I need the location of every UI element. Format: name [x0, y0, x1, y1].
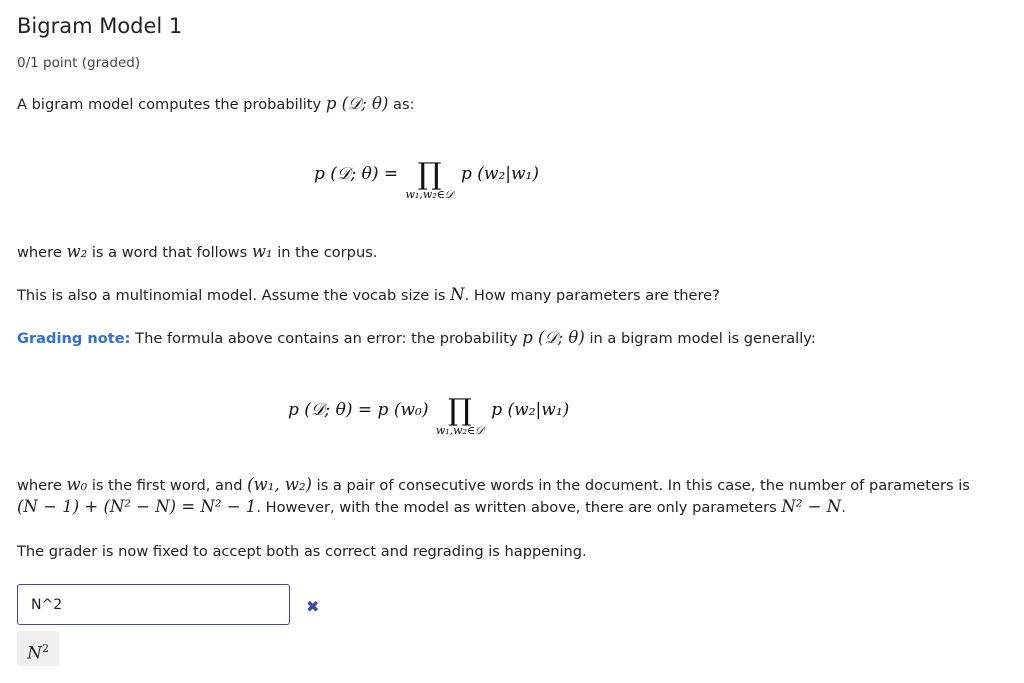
where-text-1: where w₂ is a word that follows w₁ in the corpus. [17, 242, 378, 261]
problem-title: Bigram Model 1 [17, 14, 183, 38]
intro-text: A bigram model computes the probability p (𝒟; θ) as: [17, 94, 415, 113]
intro-math: p (𝒟; θ) [325, 94, 389, 113]
incorrect-x-icon: ✖ [306, 597, 320, 616]
where-text-2: where w₀ is the first word, and (w₁, w₂) is a pair of consecutive words in the document. In this case, the number of parameters is [17, 475, 970, 494]
answer-input[interactable] [17, 584, 290, 625]
fixed-note: The grader is now fixed to accept both as correct and regrading is happening. [17, 543, 587, 560]
product-symbol: ∏ w₁,w₂∈𝒟 [405, 157, 454, 201]
question-text: This is also a multinomial model. Assume the vocab size is N. How many parameters are there? [17, 285, 720, 304]
problem-score: 0/1 point (graded) [17, 55, 141, 71]
parameters-text: (N − 1) + (N² − N) = N² − 1. However, with the model as written above, there are only parameters N² − N. [17, 497, 846, 516]
answer-preview: $N^2$ [17, 631, 59, 666]
product-symbol-2: ∏ w₁,w₂∈𝒟 [435, 393, 484, 437]
formula-bigram: p (𝒟; θ) = ∏ w₁,w₂∈𝒟 p (w₂|w₁) [314, 157, 539, 201]
grading-note-label: Grading note: [17, 330, 131, 347]
formula-bigram-corrected: p (𝒟; θ) = p (w₀) ∏ w₁,w₂∈𝒟 p (w₂|w₁) [288, 393, 570, 437]
grading-note: Grading note: The formula above contains an error: the probability p (𝒟; θ) in a bigram model is generally: [17, 328, 816, 347]
